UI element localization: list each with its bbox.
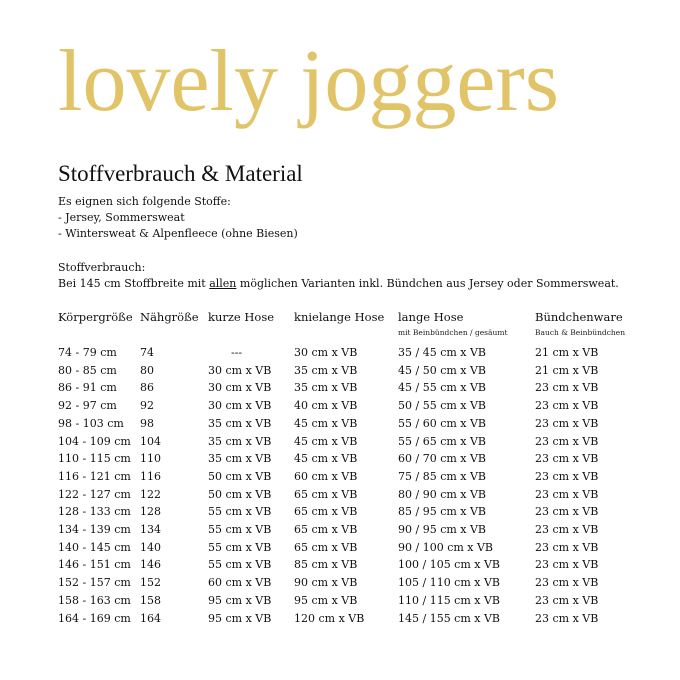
subheader-long-pants: mit Beinbündchen / gesäumt xyxy=(398,328,508,337)
cell-knee-pants: 90 cm x VB xyxy=(294,576,358,590)
cell-cuff-fabric: 21 cm x VB xyxy=(535,363,599,377)
cell-sewing-size: 116 xyxy=(140,469,161,483)
usage-text-before: Bei 145 cm Stoffbreite mit xyxy=(58,277,210,290)
usage-text-after: möglichen Varianten inkl. Bündchen aus Jersey oder Sommersweat. xyxy=(236,277,619,290)
cell-knee-pants: 65 cm x VB xyxy=(294,487,358,501)
cell-knee-pants: 45 cm x VB xyxy=(294,434,358,448)
cell-cuff-fabric: 23 cm x VB xyxy=(535,593,599,607)
cell-short-pants: 30 cm x VB xyxy=(208,381,272,395)
fabric-intro xyxy=(58,194,298,242)
header-cuff-fabric: Bündchenware xyxy=(535,310,623,324)
cell-long-pants: 100 / 105 cm x VB xyxy=(398,558,501,572)
cell-sewing-size: 110 xyxy=(140,452,161,466)
cell-knee-pants: 85 cm x VB xyxy=(294,558,358,572)
usage-label: Stoffverbrauch: xyxy=(58,261,146,274)
cell-body-height: 128 - 133 cm xyxy=(58,505,131,519)
cell-sewing-size: 128 xyxy=(140,505,161,519)
cell-cuff-fabric: 23 cm x VB xyxy=(535,487,599,501)
cell-short-pants: --- xyxy=(231,346,243,359)
cell-cuff-fabric: 23 cm x VB xyxy=(535,523,599,536)
header-knee-pants: knielange Hose xyxy=(294,310,385,324)
cell-body-height: 86 - 91 cm xyxy=(58,381,117,395)
cell-sewing-size: 92 xyxy=(140,399,154,413)
cell-body-height: 92 - 97 cm xyxy=(58,399,117,413)
cell-short-pants: 55 cm x VB xyxy=(208,540,272,554)
cell-cuff-fabric: 23 cm x VB xyxy=(535,381,599,395)
cell-sewing-size: 104 xyxy=(140,434,161,448)
cell-body-height: 110 - 115 cm xyxy=(58,452,131,466)
cell-knee-pants: 65 cm x VB xyxy=(294,523,358,536)
cell-long-pants: 55 / 60 cm x VB xyxy=(398,416,487,430)
cell-knee-pants: 120 cm x VB xyxy=(294,611,365,625)
cell-cuff-fabric: 23 cm x VB xyxy=(535,416,599,430)
cell-short-pants: 50 cm x VB xyxy=(208,469,272,483)
section-heading: Stoffverbrauch & Material xyxy=(58,161,303,186)
cell-cuff-fabric: 23 cm x VB xyxy=(535,611,599,625)
cell-knee-pants: 60 cm x VB xyxy=(294,469,358,483)
cell-short-pants: 30 cm x VB xyxy=(208,363,272,377)
cell-cuff-fabric: 23 cm x VB xyxy=(535,558,599,572)
cell-long-pants: 60 / 70 cm x VB xyxy=(398,452,487,466)
cell-knee-pants: 40 cm x VB xyxy=(294,399,358,413)
cell-sewing-size: 98 xyxy=(140,416,154,430)
cell-body-height: 146 - 151 cm xyxy=(58,558,131,572)
cell-body-height: 74 - 79 cm xyxy=(58,346,117,359)
cell-knee-pants: 45 cm x VB xyxy=(294,416,358,430)
header-long-pants: lange Hose xyxy=(398,310,464,324)
cell-knee-pants: 35 cm x VB xyxy=(294,381,358,395)
cell-long-pants: 90 / 100 cm x VB xyxy=(398,540,494,554)
cell-short-pants: 95 cm x VB xyxy=(208,593,272,607)
cell-sewing-size: 140 xyxy=(140,540,161,554)
cell-short-pants: 35 cm x VB xyxy=(208,434,272,448)
cell-knee-pants: 65 cm x VB xyxy=(294,505,358,519)
cell-knee-pants: 95 cm x VB xyxy=(294,593,358,607)
cell-body-height: 158 - 163 cm xyxy=(58,593,131,607)
cell-sewing-size: 122 xyxy=(140,487,161,501)
cell-short-pants: 30 cm x VB xyxy=(208,399,272,413)
cell-knee-pants: 65 cm x VB xyxy=(294,540,358,554)
intro-line-1: Es eignen sich folgende Stoffe: xyxy=(58,195,231,208)
cell-short-pants: 55 cm x VB xyxy=(208,523,272,536)
cell-long-pants: 85 / 95 cm x VB xyxy=(398,505,487,519)
intro-line-3: - Wintersweat & Alpenfleece (ohne Biesen) xyxy=(58,227,298,240)
cell-body-height: 98 - 103 cm xyxy=(58,416,124,430)
cell-body-height: 140 - 145 cm xyxy=(58,540,131,554)
cell-body-height: 122 - 127 cm xyxy=(58,487,131,501)
header-body-height: Körpergröße xyxy=(58,310,133,324)
usage-text xyxy=(58,276,619,292)
cell-sewing-size: 134 xyxy=(140,523,161,536)
cell-long-pants: 145 / 155 cm x VB xyxy=(398,611,501,625)
cell-cuff-fabric: 23 cm x VB xyxy=(535,434,599,448)
page-title: lovely joggers xyxy=(58,33,560,130)
cell-body-height: 80 - 85 cm xyxy=(58,363,117,377)
cell-short-pants: 95 cm x VB xyxy=(208,611,272,625)
cell-long-pants: 45 / 55 cm x VB xyxy=(398,381,487,395)
subheader-cuff-fabric: Bauch & Beinbündchen xyxy=(535,328,626,337)
cell-short-pants: 35 cm x VB xyxy=(208,452,272,466)
cell-long-pants: 80 / 90 cm x VB xyxy=(398,487,487,501)
cell-long-pants: 45 / 50 cm x VB xyxy=(398,363,487,377)
usage-text-underlined: allen xyxy=(209,277,237,290)
cell-short-pants: 35 cm x VB xyxy=(208,416,272,430)
cell-body-height: 134 - 139 cm xyxy=(58,523,131,536)
cell-sewing-size: 86 xyxy=(140,381,154,395)
cell-long-pants: 105 / 110 cm x VB xyxy=(398,576,501,590)
cell-body-height: 116 - 121 cm xyxy=(58,469,131,483)
cell-cuff-fabric: 23 cm x VB xyxy=(535,399,599,413)
cell-cuff-fabric: 23 cm x VB xyxy=(535,576,599,590)
cell-short-pants: 55 cm x VB xyxy=(208,558,272,572)
cell-body-height: 164 - 169 cm xyxy=(58,611,131,625)
cell-long-pants: 110 / 115 cm x VB xyxy=(398,593,501,607)
cell-short-pants: 60 cm x VB xyxy=(208,576,272,590)
cell-body-height: 152 - 157 cm xyxy=(58,576,131,590)
cell-long-pants: 55 / 65 cm x VB xyxy=(398,434,487,448)
cell-sewing-size: 80 xyxy=(140,363,154,377)
cell-cuff-fabric: 23 cm x VB xyxy=(535,540,599,554)
cell-sewing-size: 158 xyxy=(140,593,161,607)
cell-long-pants: 90 / 95 cm x VB xyxy=(398,523,487,536)
cell-cuff-fabric: 23 cm x VB xyxy=(535,505,599,519)
cell-long-pants: 35 / 45 cm x VB xyxy=(398,346,487,359)
cell-cuff-fabric: 23 cm x VB xyxy=(535,469,599,483)
cell-short-pants: 50 cm x VB xyxy=(208,487,272,501)
cell-knee-pants: 35 cm x VB xyxy=(294,363,358,377)
fabric-usage xyxy=(58,260,619,292)
cell-long-pants: 75 / 85 cm x VB xyxy=(398,469,487,483)
cell-sewing-size: 152 xyxy=(140,576,161,590)
cell-sewing-size: 164 xyxy=(140,611,161,625)
header-short-pants: kurze Hose xyxy=(208,310,275,324)
cell-cuff-fabric: 23 cm x VB xyxy=(535,452,599,466)
cell-knee-pants: 45 cm x VB xyxy=(294,452,358,466)
cell-sewing-size: 74 xyxy=(140,346,154,359)
cell-long-pants: 50 / 55 cm x VB xyxy=(398,399,487,413)
cell-short-pants: 55 cm x VB xyxy=(208,505,272,519)
intro-line-2: - Jersey, Sommersweat xyxy=(58,211,185,224)
cell-knee-pants: 30 cm x VB xyxy=(294,346,358,359)
cell-cuff-fabric: 21 cm x VB xyxy=(535,346,599,359)
cell-body-height: 104 - 109 cm xyxy=(58,434,131,448)
cell-sewing-size: 146 xyxy=(140,558,161,572)
header-sewing-size: Nähgröße xyxy=(140,310,199,324)
